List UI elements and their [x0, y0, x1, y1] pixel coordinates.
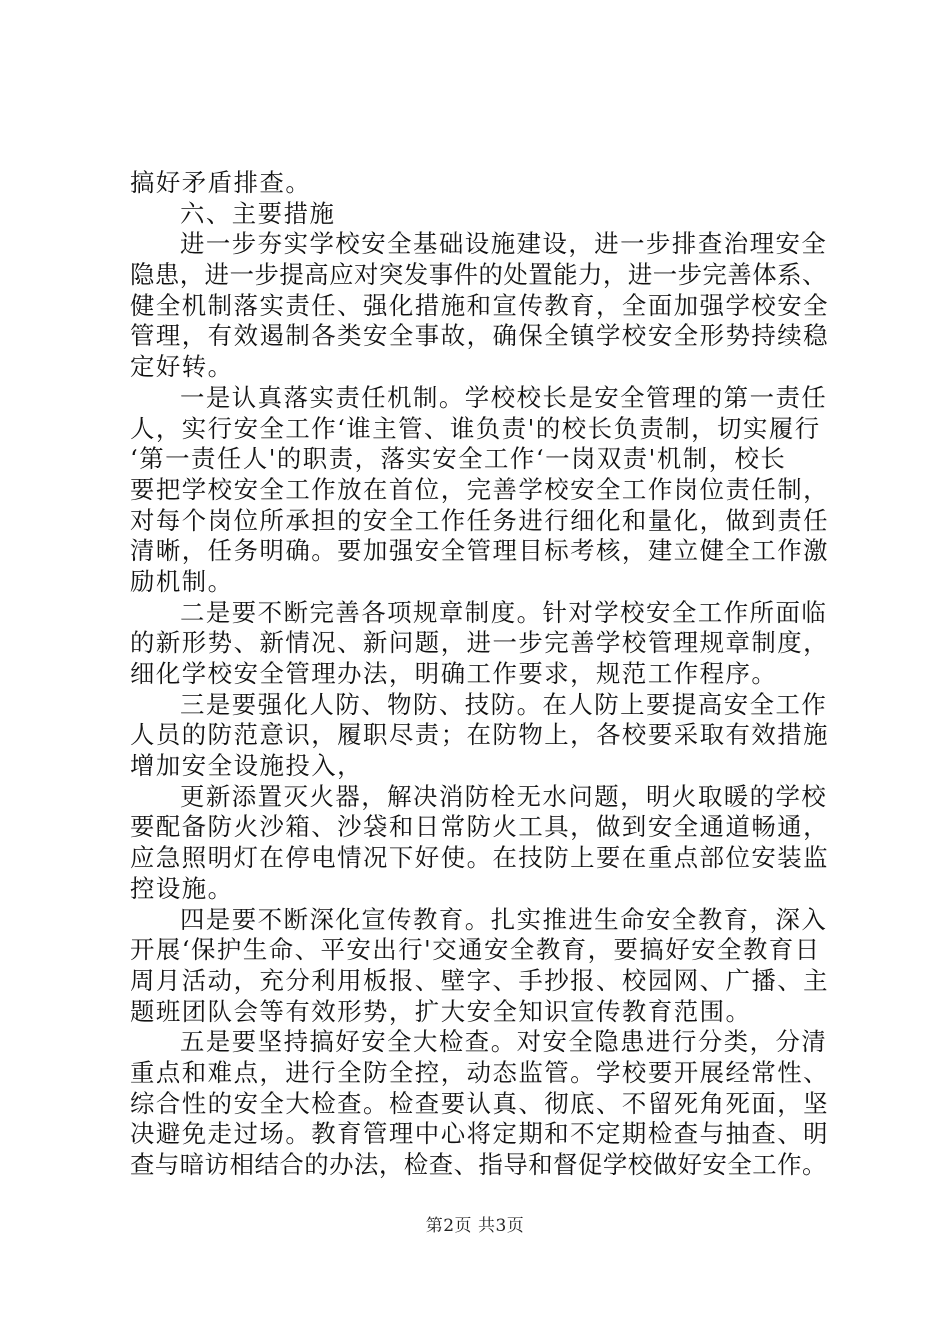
text-line: 周月活动，充分利用板报、壁字、手抄报、校园网、广播、主 — [130, 965, 830, 995]
text-line: 人员的防范意识，履职尽责；在防物上，各校要采取有效措施 — [130, 720, 830, 750]
text-line: 对每个岗位所承担的安全工作任务进行细化和量化，做到责任 — [130, 505, 830, 535]
text-line: 一是认真落实责任机制。学校校长是安全管理的第一责任 — [180, 382, 828, 412]
text-line: 重点和难点，进行全防全控，动态监管。学校要开展经常性、 — [130, 1057, 830, 1087]
text-line: 应急照明灯在停电情况下好使。在技防上要在重点部位安装监 — [130, 843, 830, 873]
text-line: 五是要坚持搞好安全大检查。对安全隐患进行分类，分清 — [180, 1027, 828, 1057]
text-line: 查与暗访相结合的办法，检查、指导和督促学校做好安全工作。 — [130, 1150, 827, 1179]
text-line: 进一步夯实学校安全基础设施建设，进一步排查治理安全 — [180, 229, 828, 259]
text-line: 二是要不断完善各项规章制度。针对学校安全工作所面临 — [180, 597, 828, 627]
text-line: 的新形势、新情况、新问题，进一步完善学校管理规章制度， — [130, 628, 830, 658]
text-line: 要把学校安全工作放在首位，完善学校安全工作岗位责任制， — [130, 474, 830, 504]
text-line: 开展‘保护生命、平安出行'交通安全教育，要搞好安全教育日 — [130, 935, 821, 965]
text-line: 题班团队会等有效形势，扩大安全知识宣传教育范围。 — [130, 996, 752, 1026]
text-line: 决避免走过场。教育管理中心将定期和不定期检查与抽查、明 — [130, 1119, 830, 1149]
text-line: 健全机制落实责任、强化措施和宣传教育，全面加强学校安全 — [130, 290, 830, 320]
text-line: 人，实行安全工作‘谁主管、谁负责'的校长负责制，切实履行 — [130, 413, 821, 443]
text-line: 四是要不断深化宣传教育。扎实推进生命安全教育，深入 — [180, 904, 828, 934]
text-line: 管理，有效遏制各类安全事故，确保全镇学校安全形势持续稳 — [130, 321, 830, 351]
section-heading: 六、主要措施 — [180, 198, 336, 228]
text-line: 清晰，任务明确。要加强安全管理目标考核，建立健全工作激 — [130, 536, 830, 566]
text-line: 隐患，进一步提高应对突发事件的处置能力，进一步完善体系、 — [130, 260, 827, 290]
text-line: 控设施。 — [130, 873, 234, 903]
text-line: ‘第一责任人'的职责，落实安全工作‘一岗双责'机制，校长 — [130, 444, 787, 474]
text-line: 细化学校安全管理办法，明确工作要求，规范工作程序。 — [130, 659, 778, 688]
page-footer: 第2页 共3页 — [425, 1216, 525, 1236]
text-line: 三是要强化人防、物防、技防。在人防上要提高安全工作 — [180, 689, 828, 719]
text-line: 搞好矛盾排查。 — [130, 168, 312, 197]
text-line: 更新添置灭火器，解决消防栓无水问题，明火取暖的学校 — [180, 781, 828, 811]
text-line: 励机制。 — [130, 566, 234, 596]
text-line: 综合性的安全大检查。检查要认真、彻底、不留死角死面，坚 — [130, 1088, 830, 1118]
text-line: 增加安全设施投入， — [130, 751, 364, 781]
document-body — [130, 168, 830, 1181]
text-line: 要配备防火沙箱、沙袋和日常防火工具，做到安全通道畅通， — [130, 812, 830, 842]
text-line: 定好转。 — [130, 352, 234, 382]
